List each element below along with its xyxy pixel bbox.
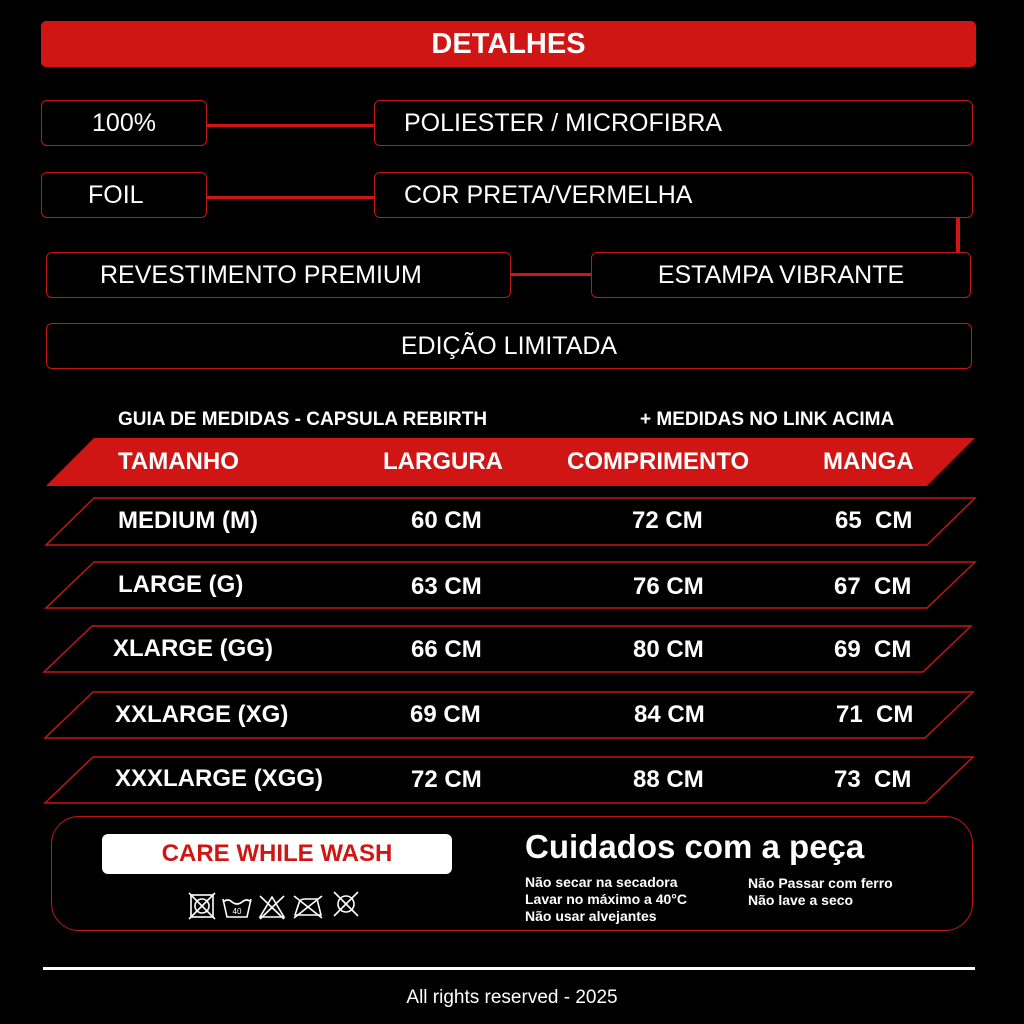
edition-label: EDIÇÃO LIMITADA xyxy=(400,331,618,360)
footer-copyright: All rights reserved - 2025 xyxy=(406,987,618,1008)
care-instruction: Não usar alvejantes xyxy=(525,908,657,924)
color-label: COR PRETA/VERMELHA xyxy=(404,180,693,209)
size-name: XXLARGE (XG) xyxy=(115,701,289,728)
sleeve-value: 65 CM xyxy=(835,507,913,534)
width-value: 72 CM xyxy=(411,766,482,793)
care-badge xyxy=(102,834,452,874)
guide-more-link-text: + MEDIDAS NO LINK ACIMA xyxy=(640,409,895,430)
finish-label: FOIL xyxy=(88,180,144,209)
width-value: 69 CM xyxy=(410,701,481,728)
length-value: 72 CM xyxy=(632,507,703,534)
care-list-right xyxy=(748,875,893,909)
care-instruction: Não Passar com ferro xyxy=(748,875,893,891)
svg-text:40: 40 xyxy=(232,907,242,916)
no-iron-icon xyxy=(291,893,325,920)
width-value: 60 CM xyxy=(411,507,482,534)
header-width: LARGURA xyxy=(383,448,503,475)
no-bleach-icon xyxy=(258,894,286,920)
length-value: 80 CM xyxy=(633,636,704,663)
sleeve-value: 69 CM xyxy=(834,636,912,663)
size-name: XLARGE (GG) xyxy=(113,635,273,662)
length-value: 84 CM xyxy=(634,701,705,728)
length-value: 76 CM xyxy=(633,573,704,600)
guide-title: GUIA DE MEDIDAS - CAPSULA REBIRTH xyxy=(118,409,488,430)
footer-divider xyxy=(43,967,975,970)
sleeve-value: 67 CM xyxy=(834,573,912,600)
fabric-label: POLIESTER / MICROFIBRA xyxy=(404,108,723,137)
care-instruction: Não lave a seco xyxy=(748,892,854,908)
care-title: Cuidados com a peça xyxy=(525,828,865,865)
size-name: XXXLARGE (XGG) xyxy=(115,765,324,792)
header-sleeve: MANGA xyxy=(823,448,914,475)
header-size: TAMANHO xyxy=(118,448,239,475)
fabric-percent: 100% xyxy=(92,108,156,137)
length-value: 88 CM xyxy=(633,766,704,793)
width-value: 63 CM xyxy=(411,573,482,600)
care-instruction: Lavar no máximo a 40°C xyxy=(525,891,687,907)
coating-label: REVESTIMENTO PREMIUM xyxy=(100,260,422,289)
wash-40-icon xyxy=(221,893,253,919)
width-value: 66 CM xyxy=(411,636,482,663)
print-label: ESTAMPA VIBRANTE xyxy=(657,260,905,289)
care-instruction: Não secar na secadora xyxy=(525,874,678,890)
care-list-left xyxy=(525,874,687,925)
size-name: MEDIUM (M) xyxy=(118,507,258,534)
no-tumble-dry-icon xyxy=(188,892,216,920)
header-length: COMPRIMENTO xyxy=(567,448,750,475)
no-dry-clean-icon xyxy=(332,890,360,918)
sleeve-value: 71 CM xyxy=(836,701,914,728)
size-name: LARGE (G) xyxy=(118,571,244,598)
care-badge-label: CARE WHILE WASH xyxy=(161,840,393,867)
details-title: DETALHES xyxy=(431,27,586,60)
sleeve-value: 73 CM xyxy=(834,766,912,793)
